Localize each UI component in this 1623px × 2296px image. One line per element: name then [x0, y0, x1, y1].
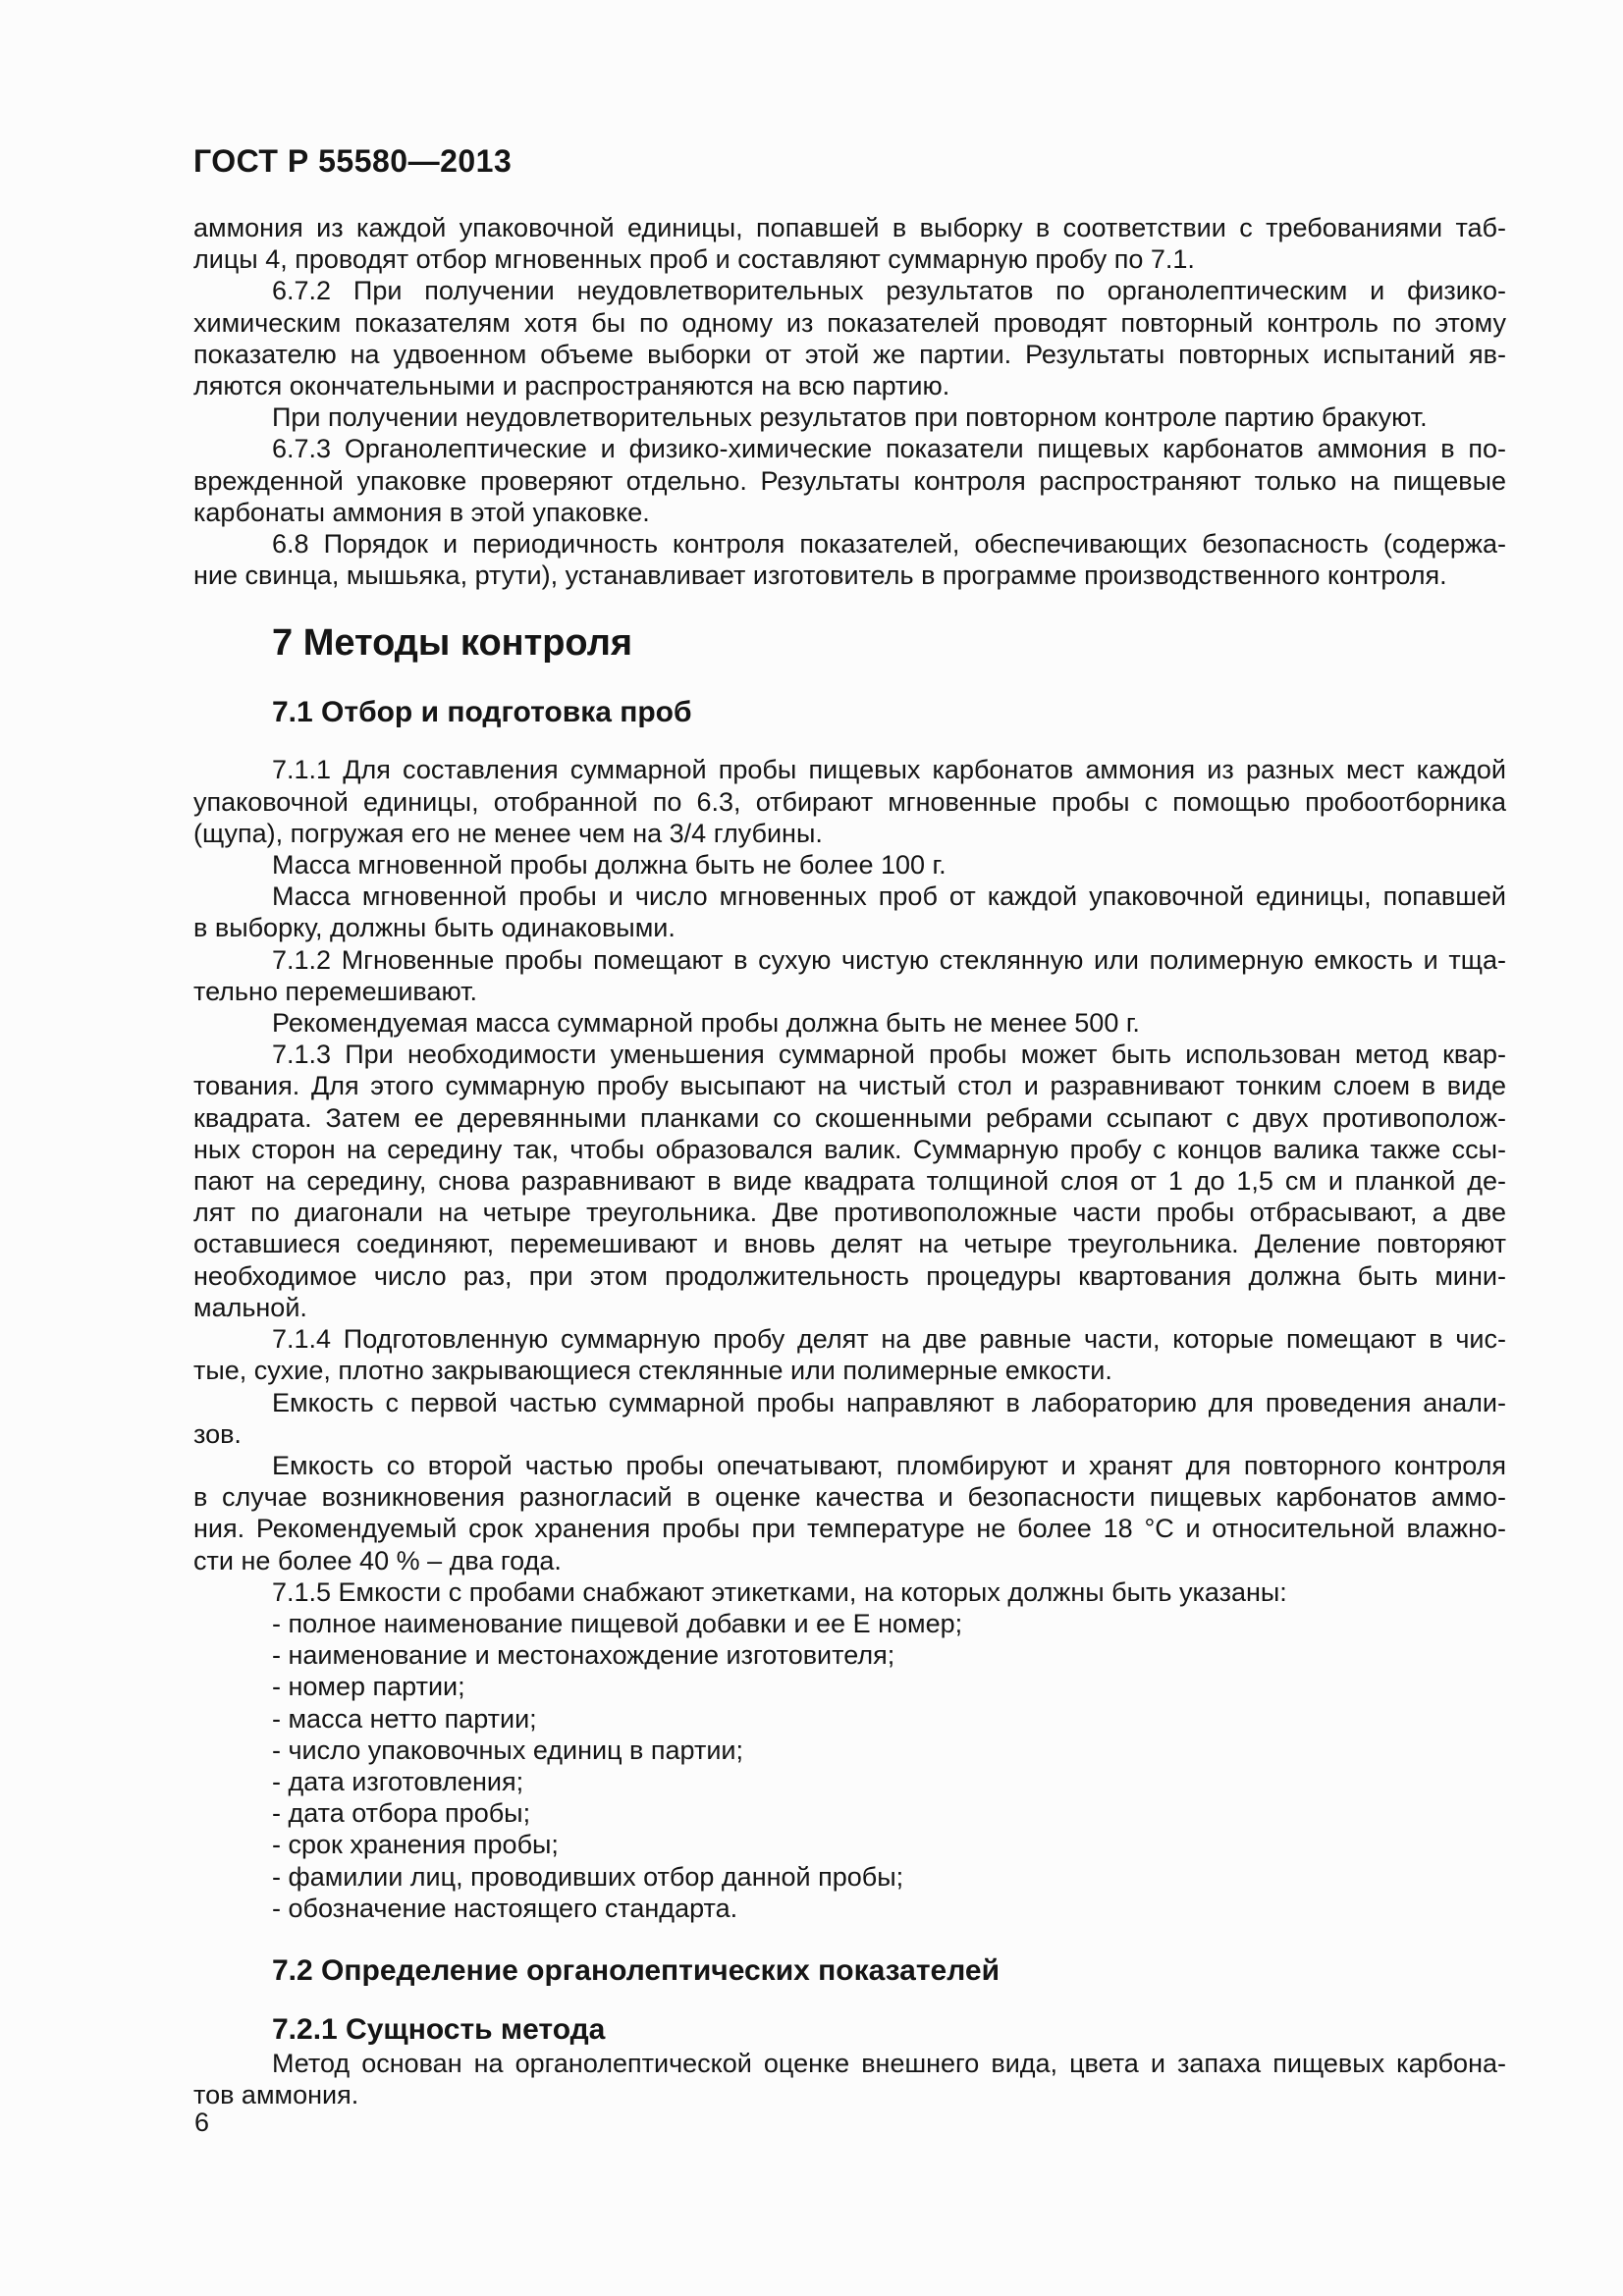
text-line: 7.2 Определение органолептических показателей — [272, 1953, 1001, 1987]
text-line: - полное наименование пищевой добавки и ее Е номер; — [272, 1608, 963, 1638]
paragraph — [193, 1007, 1506, 1039]
paragraph — [193, 1039, 1506, 1323]
text-line: 6.8 Порядок и периодичность контроля показателей, обеспечивающих безопасность (содержа- — [272, 529, 1506, 560]
text-line: 7.1.4 Подготовленную суммарную пробу делят на две равные части, которые помещают в чис- — [272, 1324, 1506, 1355]
text-line: - число упаковочных единиц в партии; — [272, 1735, 743, 1765]
text-line: упаковочной единицы, отобранной по 6.3, отбирают мгновенные пробы с помощью пробоотборника — [193, 786, 1506, 817]
list-item — [272, 1797, 1506, 1829]
subsection-heading — [272, 695, 1506, 730]
text-line: - наименование и местонахождение изготовителя; — [272, 1640, 895, 1671]
text-line: квадрата. Затем ее деревянными планками со скошенными ребрами ссыпают с двух противополож- — [193, 1102, 1506, 1133]
list-item — [272, 1671, 1506, 1702]
text-line: Емкость со второй частью пробы опечатывают, пломбируют и хранят для повторного контроля — [272, 1450, 1506, 1480]
text-line: лят по диагонали на четыре треугольника. Две противоположные части пробы отбрасывают, а две — [193, 1198, 1506, 1228]
page-number: 6 — [194, 2108, 210, 2137]
text-line: (щупа), погружая его не менее чем на 3/4 глубины. — [193, 818, 823, 848]
text-line: 7.1 Отбор и подготовка проб — [272, 696, 692, 729]
list-item — [272, 1735, 1506, 1766]
paragraph — [193, 2048, 1506, 2110]
text-line: - дата отбора пробы; — [272, 1798, 531, 1829]
text-line: необходимое число раз, при этом продолжительность процедуры квартования должна быть мини- — [193, 1260, 1506, 1291]
text-line: - обозначение настоящего стандарта. — [272, 1893, 738, 1923]
text-line: Масса мгновенной пробы должна быть не более 100 г. — [272, 850, 947, 881]
standard-number-header: ГОСТ Р 55580—2013 — [193, 143, 513, 179]
text-line: ных сторон на середину так, чтобы образовался валик. Суммарную пробу с концов валика также ссы- — [193, 1134, 1506, 1164]
paragraph — [193, 433, 1506, 528]
text-line: ляются окончательными и распространяются на всю партию. — [193, 371, 950, 401]
text-line: тования. Для этого суммарную пробу высыпают на чистый стол и разравнивают тонким слоем в виде — [193, 1071, 1506, 1101]
text-line: 6.7.3 Органолептические и физико-химические показатели пищевых карбонатов аммония в по- — [272, 434, 1506, 464]
text-line: Рекомендуемая масса суммарной пробы должна быть не менее 500 г. — [272, 1008, 1140, 1039]
text-line: аммония из каждой упаковочной единицы, попавшей в выборку в соответствии с требованиями таб- — [193, 213, 1506, 242]
list-item — [272, 1893, 1506, 1924]
text-line: тельно перемешивают. — [193, 976, 478, 1006]
text-line: 7.1.3 При необходимости уменьшения суммарной пробы может быть использован метод квар- — [272, 1040, 1506, 1070]
paragraph — [193, 849, 1506, 881]
text-line: в выборку, должны быть одинаковыми. — [193, 913, 676, 943]
list-item — [272, 1829, 1506, 1860]
text-line: 7.1.1 Для составления суммарной пробы пищевых карбонатов аммония из разных мест каждой — [272, 755, 1506, 785]
text-line: 6.7.2 При получении неудовлетворительных результатов по органолептическим и физико- — [272, 276, 1506, 306]
paragraph — [193, 212, 1506, 275]
text-line: сти не более 40 % – два года. — [193, 1545, 562, 1575]
list-item — [272, 1703, 1506, 1735]
text-line: врежденной упаковке проверяют отдельно. Результаты контроля распространяют только на пищевые — [193, 465, 1506, 496]
paragraph — [193, 1387, 1506, 1450]
text-line: оставшиеся соединяют, перемешивают и вновь делят на четыре треугольника. Деление повторяют — [193, 1229, 1506, 1259]
text-line: ние свинца, мышьяка, ртути), устанавливает изготовитель в программе производственного контроля. — [193, 561, 1447, 591]
text-line: - номер партии; — [272, 1672, 465, 1702]
text-line: При получении неудовлетворительных результатов при повторном контроле партию бракуют. — [272, 402, 1428, 433]
paragraph — [193, 275, 1506, 401]
document-body — [193, 212, 1506, 2110]
text-line: 7.1.2 Мгновенные пробы помещают в сухую чистую стеклянную или полимерную емкость и тща- — [272, 944, 1506, 975]
list-item — [272, 1608, 1506, 1639]
text-line: пают на середину, снова разравнивают в виде квадрата толщиной слоя от 1 до 1,5 см и планкой де- — [193, 1166, 1506, 1197]
paragraph — [193, 1323, 1506, 1386]
text-line: мальной. — [193, 1292, 307, 1322]
text-line: карбонаты аммония в этой упаковке. — [193, 497, 650, 527]
paragraph — [193, 881, 1506, 943]
text-line: показателю на удвоенном объеме выборки от этой же партии. Результаты повторных испытаний яв- — [193, 339, 1506, 369]
text-line: - масса нетто партии; — [272, 1703, 537, 1734]
list-item — [272, 1861, 1506, 1893]
text-line: Емкость с первой частью суммарной пробы направляют в лабораторию для проведения анали- — [272, 1387, 1506, 1417]
text-line: зов. — [193, 1418, 242, 1449]
text-line: 7.1.5 Емкости с пробами снабжают этикетками, на которых должны быть указаны: — [272, 1576, 1287, 1607]
paragraph — [193, 754, 1506, 849]
text-line: 7 Методы контроля — [272, 622, 633, 665]
text-line: тые, сухие, плотно закрывающиеся стеклянные или полимерные емкости. — [193, 1356, 1112, 1386]
text-line: ния. Рекомендуемый срок хранения пробы при температуре не более 18 °С и относительной влажно- — [193, 1514, 1506, 1544]
list-item — [272, 1639, 1506, 1671]
clause-heading — [272, 2012, 1506, 2048]
text-line: Метод основан на органолептической оценке внешнего вида, цвета и запаха пищевых карбона- — [272, 2048, 1506, 2078]
text-line: Масса мгновенной пробы и число мгновенных проб от каждой упаковочной единицы, попавшей — [272, 881, 1506, 912]
text-line: - фамилии лиц, проводивших отбор данной пробы; — [272, 1861, 904, 1892]
paragraph — [193, 1450, 1506, 1576]
paragraph — [193, 1576, 1506, 1608]
text-line: химическим показателям хотя бы по одному из показателей проводят повторный контроль по этому — [193, 307, 1506, 338]
text-line: в случае возникновения разногласий в оценке качества и безопасности пищевых карбонатов аммо- — [193, 1482, 1506, 1513]
text-line: - дата изготовления; — [272, 1766, 524, 1796]
subsection-heading — [272, 1953, 1506, 1989]
text-line: тов аммония. — [193, 2080, 359, 2110]
text-line: лицы 4, проводят отбор мгновенных проб и составляют суммарную пробу по 7.1. — [193, 244, 1195, 275]
text-line: 7.2.1 Сущность метода — [272, 2012, 606, 2046]
text-line: - срок хранения пробы; — [272, 1830, 559, 1860]
section-heading — [272, 620, 1506, 666]
paragraph — [193, 944, 1506, 1007]
list-item — [272, 1766, 1506, 1797]
paragraph — [193, 528, 1506, 591]
paragraph — [193, 401, 1506, 433]
